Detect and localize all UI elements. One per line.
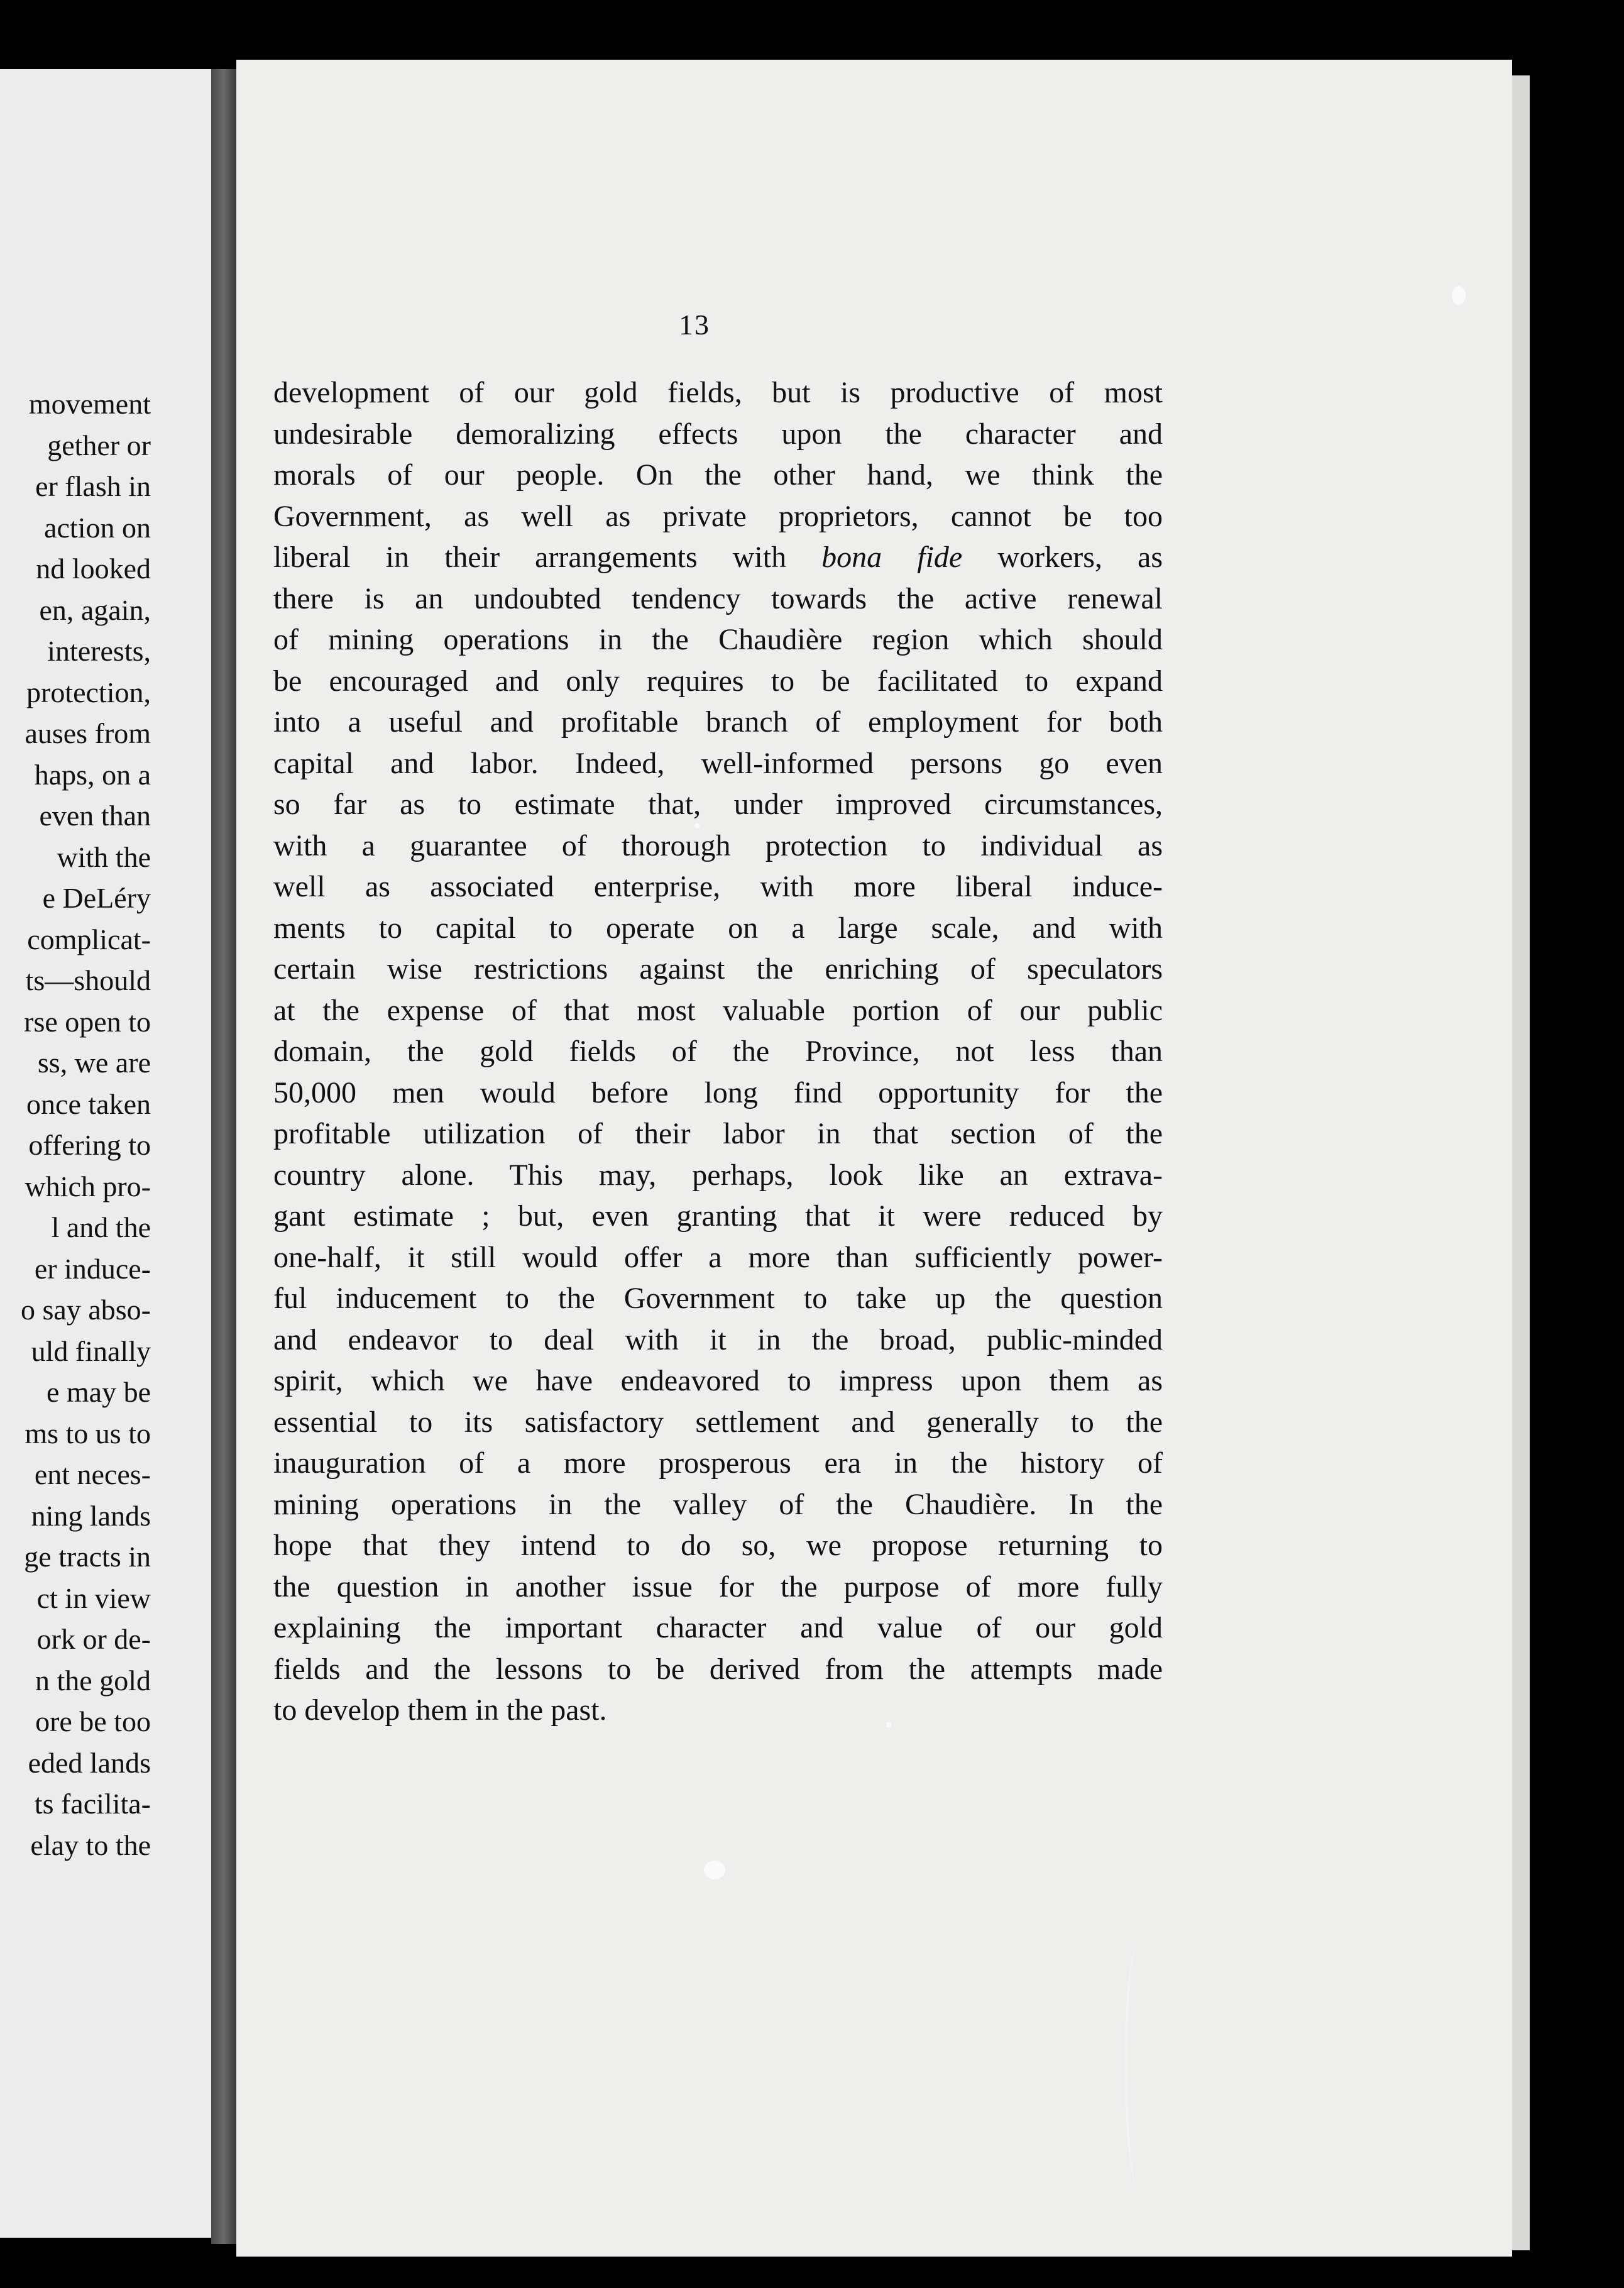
previous-page-line: ork or de-: [36, 1623, 151, 1655]
text-line: mining operations in the valley of the Chaudière. In the: [273, 1487, 1163, 1521]
previous-page-line: n the gold: [35, 1664, 151, 1697]
text-line: the question in another issue for the purpose of more fully: [273, 1570, 1163, 1603]
previous-page-line: o say abso-: [21, 1294, 151, 1326]
previous-page-line: interests,: [47, 635, 151, 667]
previous-page-line: ss, we are: [37, 1047, 151, 1079]
text-line: well as associated enterprise, with more liberal induce-: [273, 870, 1163, 903]
text-line: one-half, it still would offer a more than sufficiently power-: [273, 1240, 1163, 1274]
text-line: fields and the lessons to be derived from the attempts made: [273, 1652, 1163, 1686]
text-line: so far as to estimate that, under improved circumstances,: [273, 788, 1163, 821]
text-line: ful inducement to the Government to take up the question: [273, 1282, 1163, 1315]
text-line: ments to capital to operate on a large scale, and with: [273, 911, 1163, 945]
previous-page-line: en, again,: [39, 593, 151, 626]
previous-page-line: which pro-: [25, 1170, 151, 1202]
previous-page-line: l and the: [51, 1211, 151, 1243]
previous-page-line: action on: [44, 511, 151, 544]
text-line: 50,000 men would before long find opportunity for the: [273, 1075, 1163, 1109]
text-line: to develop them in the past.: [273, 1693, 607, 1727]
text-line: morals of our people. On the other hand, we think the: [273, 458, 1163, 492]
page-number: 13: [679, 309, 710, 341]
text-line: and endeavor to deal with it in the broad, public-minded: [273, 1323, 1163, 1356]
text-segment: workers, as: [997, 541, 1163, 574]
previous-page-line: ct in view: [36, 1581, 151, 1614]
film-speck: [694, 823, 700, 828]
text-segment: liberal in their arrangements with: [273, 541, 787, 574]
text-line: capital and labor. Indeed, well-informed persons go even: [273, 746, 1163, 780]
italic-phrase: bona fide: [821, 541, 963, 574]
text-line: [273, 537, 1163, 578]
previous-page-line: ning lands: [31, 1499, 151, 1532]
previous-page-line: offering to: [28, 1129, 151, 1161]
text-line: gant estimate ; but, even granting that it were reduced by: [273, 1199, 1163, 1233]
previous-page-line: haps, on a: [34, 758, 151, 791]
text-line: hope that they intend to do so, we propose returning to: [273, 1529, 1163, 1562]
previous-page-line: rse open to: [24, 1005, 151, 1038]
text-line: certain wise restrictions against the enriching of speculators: [273, 952, 1163, 986]
previous-page-line: e DeLéry: [42, 882, 151, 914]
body-text: [273, 372, 1163, 1731]
film-speck: [886, 1722, 891, 1727]
page-edge: [1512, 75, 1530, 2250]
text-line: development of our gold fields, but is productive of most: [273, 376, 1163, 409]
text-line: be encouraged and only requires to be facilitated to expand: [273, 664, 1163, 698]
text-line: spirit, which we have endeavored to impress upon them as: [273, 1364, 1163, 1397]
previous-page-line: ent neces-: [34, 1458, 151, 1490]
previous-page-line: ts facilita-: [34, 1788, 151, 1820]
previous-page-line: nd looked: [36, 553, 151, 585]
text-line: Government, as well as private proprietors, cannot be too: [273, 499, 1163, 533]
previous-page-line: e may be: [46, 1376, 151, 1408]
previous-page-line: once taken: [26, 1087, 151, 1120]
previous-page: [0, 69, 211, 2238]
text-line: inauguration of a more prosperous era in the history of: [273, 1446, 1163, 1480]
text-line: there is an undoubted tendency towards the active renewal: [273, 581, 1163, 615]
previous-page-line: gether or: [47, 429, 151, 461]
text-line: into a useful and profitable branch of employment for both: [273, 705, 1163, 739]
previous-page-line: with the: [57, 840, 151, 873]
previous-page-line: er induce-: [34, 1252, 151, 1285]
text-line: at the expense of that most valuable portion of our public: [273, 993, 1163, 1027]
previous-page-line: even than: [39, 800, 151, 832]
previous-page-line: elay to the: [30, 1829, 151, 1861]
previous-page-line: complicat-: [27, 923, 151, 955]
previous-page-line: ge tracts in: [24, 1541, 151, 1573]
text-line: with a guarantee of thorough protection to individual as: [273, 828, 1163, 862]
previous-page-line: movement: [28, 388, 151, 420]
previous-page-line: eded lands: [28, 1746, 151, 1779]
previous-page-line: er flash in: [35, 470, 151, 502]
text-line: explaining the important character and value of our gold: [273, 1611, 1163, 1644]
text-line: essential to its satisfactory settlement and generally to the: [273, 1405, 1163, 1439]
text-line: of mining operations in the Chaudière region which should: [273, 623, 1163, 656]
previous-page-line: ts—should: [25, 964, 151, 996]
text-line: domain, the gold fields of the Province, not less than: [273, 1035, 1163, 1068]
previous-page-line: protection,: [26, 676, 151, 708]
text-line: country alone. This may, perhaps, look like an extrava-: [273, 1158, 1163, 1192]
text-line: undesirable demoralizing effects upon the character and: [273, 417, 1163, 451]
previous-page-line: uld finally: [31, 1334, 151, 1367]
previous-page-line: ms to us to: [25, 1417, 151, 1449]
text-line: profitable utilization of their labor in that section of the: [273, 1117, 1163, 1150]
book-gutter: [211, 69, 236, 2244]
previous-page-line: auses from: [25, 717, 151, 749]
film-speck: [1452, 286, 1466, 305]
film-speck: [704, 1861, 725, 1879]
previous-page-text: [0, 383, 151, 1866]
previous-page-line: ore be too: [35, 1705, 151, 1737]
film-scratch: [1125, 1942, 1152, 2187]
